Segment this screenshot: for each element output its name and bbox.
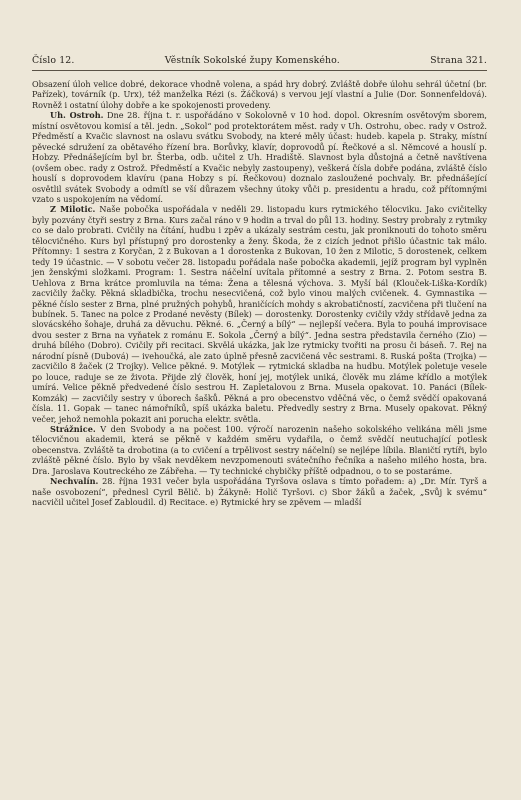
paragraph-intro xyxy=(32,79,487,110)
paragraph-text: 28. října 1931 večer byla uspořádána Tyršova oslava s tímto pořadem: a) „Dr. Mír. Tyrš a naše osvobození“, přednesl Cyril Bělič. b) Žákyně: Holič Tyršovi. c) Sbor žáků a žaček, „Svůj k svému“ nacvičil učitel Josef Zabloudil. d) Recitace. e) Rytmické hry se zpěvem — mladší xyxy=(32,476,487,508)
section-heading: Z Milotic. xyxy=(50,204,96,215)
paragraph-text: Naše pobočka uspořádala v neděli 29. listopadu kurs rytmického tělocviku. Jako cvičitelky byly pozvány čtyři sestry z Brna. Kurs začal ráno v 9 hodin a trval do půl 13. hodiny. Sestry probraly z rytmiky co se dalo probrati. Cvičily na čítání, hudbu i zpěv a ukázaly sestrám cestu, jak proniknouti do tohoto směru tělocvičného. Kurs byl přístupný pro dorostenky a ženy. Škoda, že z cizích jednot přišlo účastnic tak málo. Přítomny: 1 sestra z Koryčan, 2 z Bukovan a 1 dorostenka z Bukovan, 10 žen z Milotic, 5 dorostenek, celkem tedy 19 účastnic. — V sobotu večer 28. listopadu pořádala naše pobočka akademii, jejíž program byl vyplněn jen ženskými složkami. Program: 1. Sestra náčelní uvítala přítomné a sestry z Brna. 2. Potom sestra B. Uehlova z Brna krátce promluvila na téma: Žena a tělesná výchova. 3. Myší bál (Klouček-Liška-Kordík) zacvičily žačky. Pěkná skladbička, trochu nesecvičená, což bylo vinou malých cvičenek. 4. Gymnastika — pěkné číslo sester z Brna, plné pružných pohybů, hraničících mohdy s akrobatičností, zacvičena při tlučení na bubínek. 5. Tanec na polce z Prodané nevěsty (Bílek) — dorostenky. Dorostenky cvičily vždy střídavě jedna za slovácského šohaje, druhá za děvuchu. Pěkné. 6. „Černý a bílý“ — nejlepší večera. Byla to pouhá improvisace dvou sester z Brna na vyňatek z románu E. Sokola „Černý a bílý“. Jedna sestra představila černého (Zio) — druhá bílého (Dobro). Cvičily při recitaci. Skvělá ukázka, jak lze rytmicky tvořiti na prosu či báseň. 7. Rej na národní písně (Dubová) — ivehoučká, ale zato úplně přesně zacvičená věc sestrami. 8. Ruská pošta (Trojka) — zacvičilo 8 žaček (2 Trojky). Velice pěkné. 9. Motýlek — rytmická skladba na hudbu. Motýlek poletuje vesele po louce, raduje se ze života. Přijde zlý člověk, honí jej, motýlek uniká, člověk mu zláme křídlo a motýlek umírá. Velice pěkně předvedené číslo sestrou H. Zapletalovou z Brna. Musela opakovat. 10. Panáci (Bílek-Komzák) — zacvičily sestry v úborech šašků. Pěkná a pro obecenstvo vděčná věc, o čemž svědčí opakovaná čísla. 11. Gopak — tanec námořníků, spíš ukázka baletu. Předvedly sestry z Brna. Musely opakovat. Pěkný večer, jehož nemohla pokazit ani porucha elektr. světla. xyxy=(32,204,488,424)
paragraph-text: V den Svobody a na počest 100. výročí narozenin našeho sokolského velikána měli jsme tělocvičnou akademii, která se pěkně v každém směru vydařila, o čemž svědčí neutuchající potlesk obecenstva. Zvláště ta drobotina (a to cvičení a trpělivost sestry náčelní) se nejlépe líbila. Blaničtí rytíři, bylo zvláště pěkné číslo. Bylo by však nevděkem nevzpomenouti svátečního řečníka a našeho milého hosta, bra. Dra. Jaroslava Koutreckého ze Zábřeha. — Ty technické chybičky příště odpadnou, o to se postaráme. xyxy=(32,423,487,476)
paragraph-text: Obsazení úloh velice dobré, dekorace vhodně volena, a spád hry dobrý. Zvláště dobře úlohu sehrál účetní (br. Pařízek), továrník (p. Urx), též manželka Rézi (s. Žáčková) s vervou její vlastní a Julie (Dor. Sonnenfeldová). Rovněž i ostatní úlohy dobře a ke spokojenosti provedeny. xyxy=(32,79,487,110)
paragraph-nechvalin xyxy=(32,476,487,507)
issue-number: Číslo 12. xyxy=(32,55,75,66)
header-rule xyxy=(32,70,487,71)
paragraph-uh-ostroh xyxy=(32,110,487,204)
paragraph-straznice xyxy=(32,424,487,476)
section-heading: Strážnice. xyxy=(50,423,96,434)
page-header xyxy=(32,55,487,66)
paragraph-milotice xyxy=(32,204,487,424)
paragraph-text: Dne 28. října t. r. uspořádáno v Sokolovně v 10 hod. dopol. Okresním osvětovým sborem, místní osvětovou komisí a těl. jedn. „Sokol“ pod protektorátem měst. rady v Uh. Ostrohu, obec. rady v Ostrož. Předměstí a Kvačic slavnost na oslavu svátku Svobody, na které měly účast: hudeb. kapela p. Straky, místní pěvecké sdružení za obětavého řízení bra. Borůvky, klavír, doprovodů pí. Řečkové a sl. Němcové a houslí p. Hobzy. Přednášejícím byl br. Šterba, odb. učitel z Uh. Hradiště. Slavnost byla důstojná a četně navštívena (ovšem obec. rady z Ostrož. Předměstí a Kvačic nebyly zastoupeny), veškerá čísla dobře podána, zvláště číslo houslí s doprovodem klavíru (pana Hobzy s pí. Řečkovou) doznalo zasloužené pochvaly. Br. přednášející osvětlil svátek Svobody a odmítl se vší důrazem všechny útoky vůči p. presidentu a hradu, což přítomnými vzato s uspokojením na vědomí. xyxy=(32,110,487,204)
section-heading: Uh. Ostroh. xyxy=(50,110,104,121)
article-body xyxy=(32,79,487,508)
page-number: Strana 321. xyxy=(430,55,487,66)
publication-title: Věstník Sokolské župy Komenského. xyxy=(164,55,340,66)
section-heading: Nechvalín. xyxy=(50,476,99,487)
